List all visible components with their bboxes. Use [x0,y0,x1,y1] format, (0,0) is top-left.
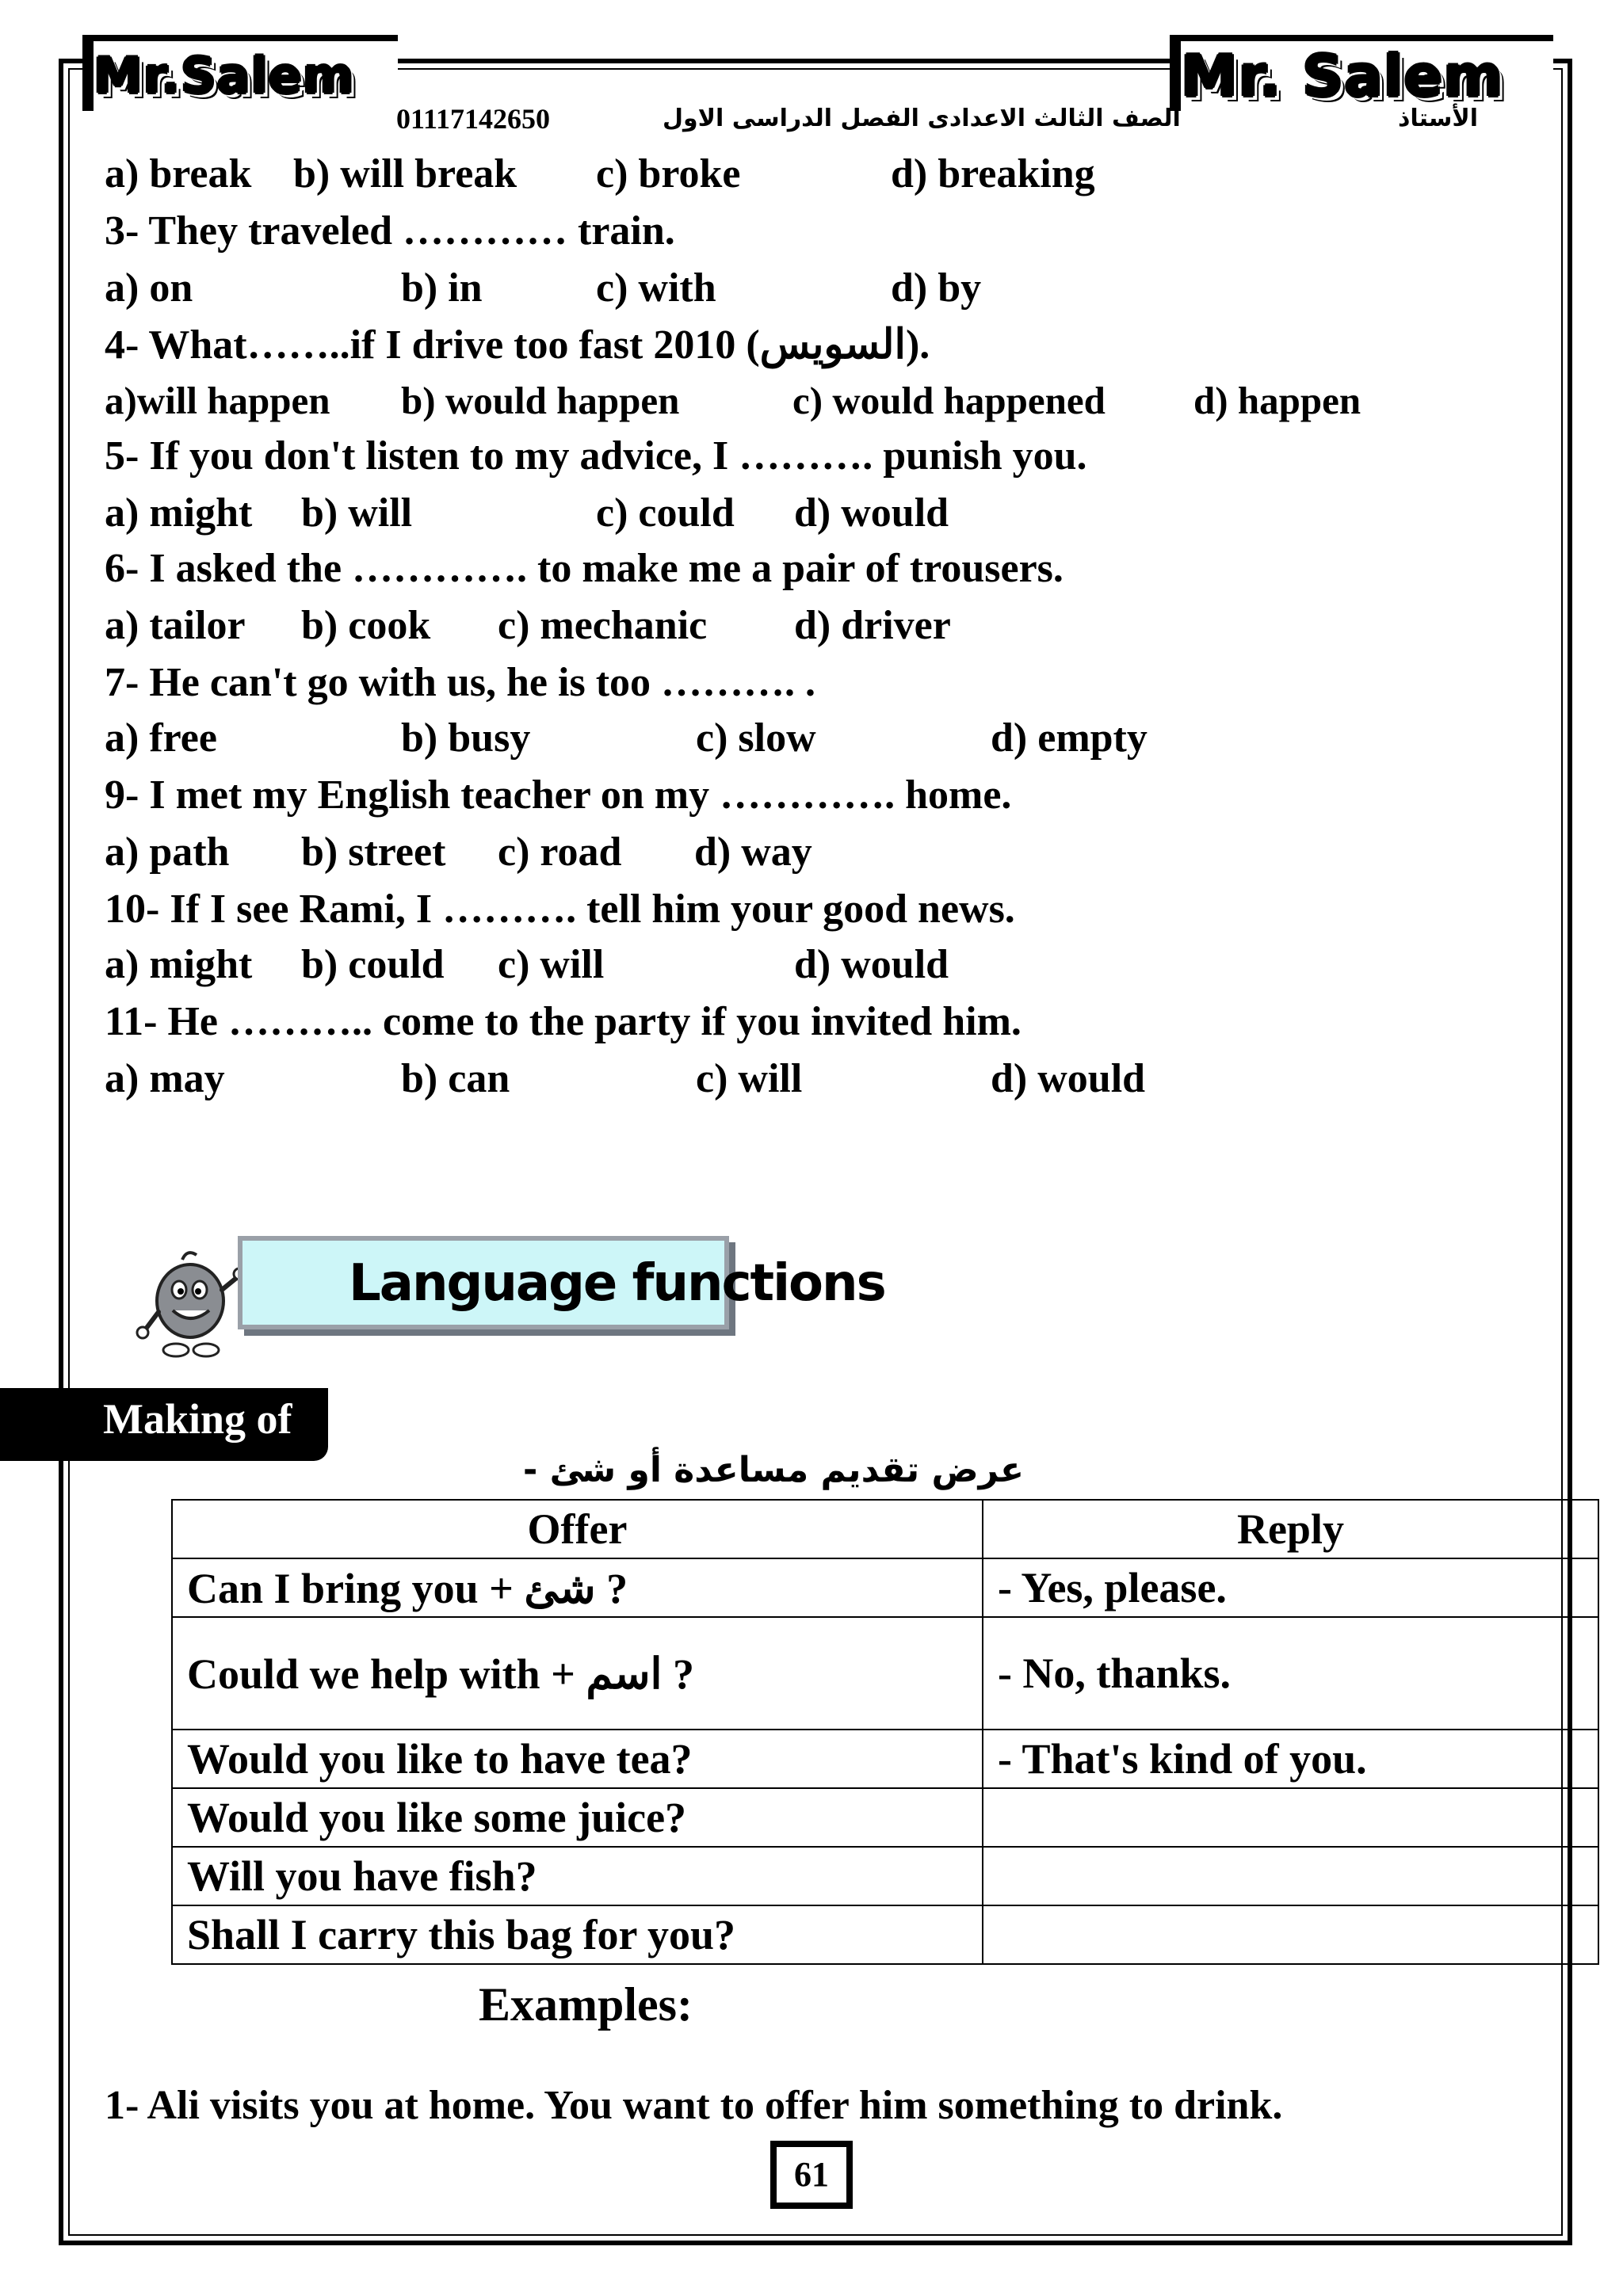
example-item: 1- Ali visits you at home. You want to offer him something to drink. [105,2083,1283,2128]
subsection-title: Making of [103,1395,292,1443]
option-d: d) breaking [891,151,1095,196]
question-5 [105,431,1087,482]
teacher-title: الأستاذ [1398,105,1479,132]
option-b: b) will [301,490,413,536]
option-a: a) break [105,151,252,196]
mascot-illustration [135,1244,246,1363]
option-c: c) with [596,265,716,311]
option-d: d) empty [991,715,1148,761]
offer-cell: Would you like some juice? [172,1788,983,1847]
section-title: Language functions [349,1254,885,1313]
table-row [172,1558,1598,1617]
column-header-reply: Reply [983,1500,1598,1558]
option-c: c) could [596,490,735,536]
option-a: a) on [105,265,193,311]
table-row [172,1617,1598,1730]
option-b: b) busy [401,715,531,761]
question-10 [105,884,1015,935]
option-c: c) road [498,830,622,875]
option-a: a) tailor [105,603,246,648]
option-a: a) may [105,1056,225,1101]
question-stem: If I see Rami, I ………. tell him your good news. [170,887,1015,932]
question-4 [105,320,930,371]
question-stem: What……..if I drive too fast 2010 (السويس). [148,322,930,368]
option-d: d) would [991,1056,1146,1101]
reply-cell: - No, thanks. [983,1617,1598,1730]
option-d: d) by [891,265,982,311]
question-stem: If you don't listen to my advice, I ………. punish you. [149,433,1087,479]
option-c: c) broke [596,151,741,196]
question-number: 7- [105,660,139,705]
offer-cell: Shall I carry this bag for you? [172,1905,983,1964]
reply-cell [983,1847,1598,1905]
question-stem: He ……….. come to the party if you invited him. [167,999,1022,1044]
option-d: d) would [794,942,949,987]
question-number: 5- [105,433,139,479]
page-number: 61 [770,2141,853,2209]
question-number: 11- [105,999,158,1044]
question-11 [105,997,1022,1047]
question-number: 9- [105,772,139,818]
offer-cell: Will you have fish? [172,1847,983,1905]
reply-cell: - Yes, please. [983,1558,1598,1617]
option-b: b) can [401,1056,510,1101]
reply-cell [983,1788,1598,1847]
option-a: a)will happen [105,379,330,422]
column-header-offer: Offer [172,1500,983,1558]
table-row [172,1905,1598,1964]
question-7 [105,658,815,708]
logo-left: Mr.Salem [82,35,398,111]
option-d: d) happen [1193,379,1361,422]
option-d: d) way [694,830,812,875]
option-d: d) would [794,490,949,536]
question-number: 3- [105,208,139,254]
table-row [172,1788,1598,1847]
option-c: c) slow [696,715,816,761]
question-3 [105,206,675,257]
question-stem: I asked the …………. to make me a pair of trousers. [149,546,1064,591]
logo-right: Mr. Salem [1170,35,1553,111]
question-number: 4- [105,322,139,368]
option-c: c) would happened [792,379,1106,422]
grade-line: الصف الثالث الاعدادى الفصل الدراسى الاول [663,105,1181,132]
option-c: c) mechanic [498,603,708,648]
teacher-phone: 01117142650 [396,103,551,135]
table-row [172,1847,1598,1905]
reply-cell [983,1905,1598,1964]
option-b: b) will break [293,151,517,196]
option-c: c) will [498,942,605,987]
question-6 [105,543,1064,594]
option-c: c) will [696,1056,803,1101]
offer-cell: Can I bring you + شئ ? [172,1558,983,1617]
option-d: d) driver [794,603,951,648]
question-stem: I met my English teacher on my …………. home. [149,772,1012,818]
question-stem: He can't go with us, he is too ………. . [149,660,816,705]
table-row [172,1730,1598,1788]
option-b: b) would happen [401,379,680,422]
option-a: a) path [105,830,230,875]
offer-cell: Would you like to have tea? [172,1730,983,1788]
option-a: a) might [105,490,253,536]
option-b: b) street [301,830,446,875]
question-9 [105,770,1011,821]
examples-heading: Examples: [479,1978,693,2031]
option-b: b) cook [301,603,431,648]
arabic-heading: عرض تقديم مساعدة أو شئ - [523,1450,1025,1490]
reply-cell: - That's kind of you. [983,1730,1598,1788]
option-a: a) might [105,942,253,987]
table-header-row [172,1500,1598,1558]
question-number: 6- [105,546,139,591]
question-stem: They traveled ………… train. [148,208,675,254]
option-b: b) could [301,942,445,987]
option-a: a) free [105,715,217,761]
offers-table [171,1499,1599,1965]
option-b: b) in [401,265,483,311]
question-number: 10- [105,887,160,932]
offer-cell: Could we help with + اسم ? [172,1617,983,1730]
